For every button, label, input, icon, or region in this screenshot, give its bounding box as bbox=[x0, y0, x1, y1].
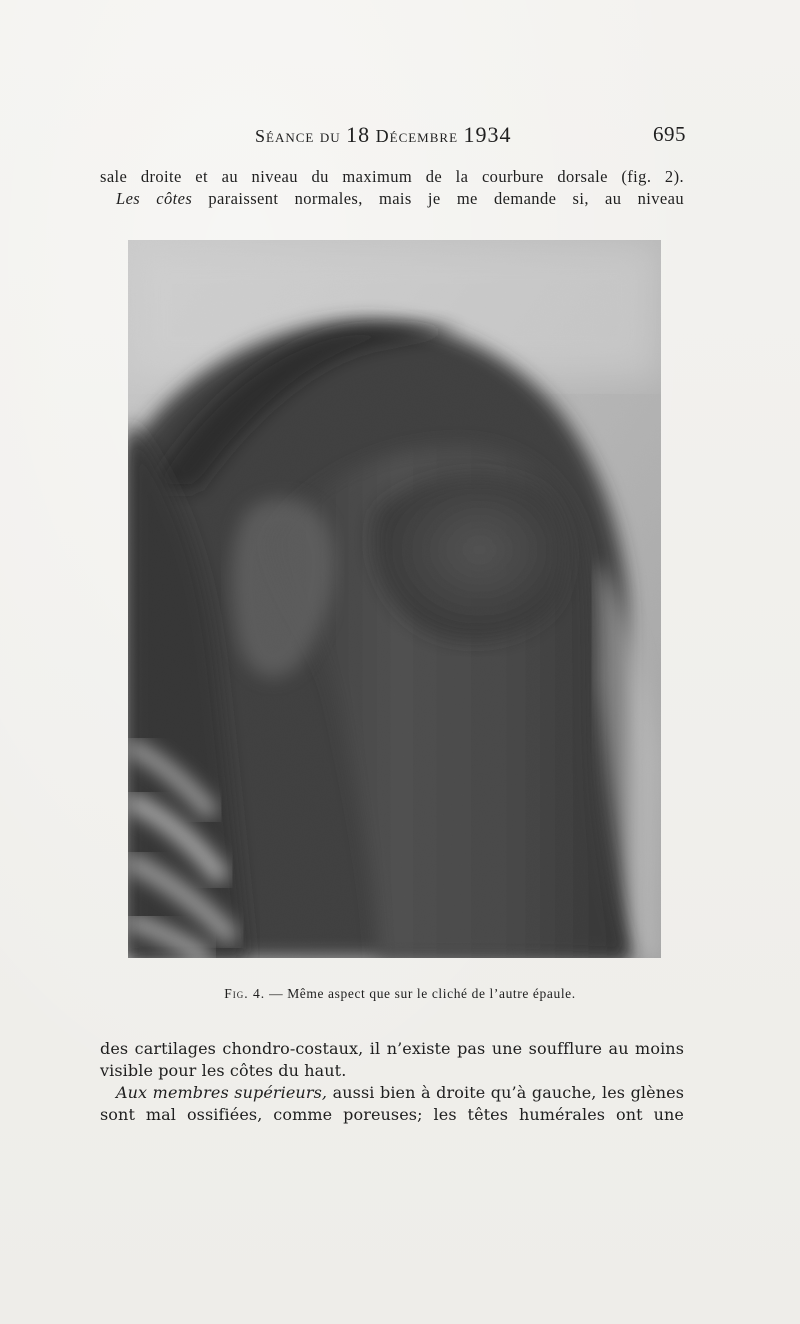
xray-figure bbox=[128, 240, 661, 958]
text-line-bottom-3 bbox=[116, 1082, 684, 1104]
figure-caption bbox=[100, 986, 700, 1002]
text-italic-les-cotes: Les côtes bbox=[116, 189, 193, 208]
text-line-bottom-4: sont mal ossifiées, comme poreuses; les têtes humérales ont une bbox=[100, 1105, 684, 1124]
text-italic-membres-superieurs: Aux membres supérieurs, bbox=[116, 1083, 328, 1102]
running-title-month: Décembre bbox=[375, 126, 459, 146]
text-line-bottom-2: visible pour les côtes du haut. bbox=[100, 1061, 347, 1080]
running-title bbox=[255, 122, 512, 148]
text-line-top-2-rest: paraissent normales, mais je me demande si, au niveau bbox=[192, 189, 684, 208]
text-line-bottom-3-rest: aussi bien à droite qu’à gauche, les glènes bbox=[327, 1083, 684, 1102]
figure-caption-label: Fig. 4. bbox=[224, 986, 266, 1001]
xray-image bbox=[128, 240, 661, 958]
running-title-day: 18 bbox=[346, 122, 371, 147]
running-title-year: 1934 bbox=[463, 122, 512, 147]
page-number: 695 bbox=[653, 122, 686, 146]
running-head bbox=[100, 122, 700, 150]
figure-caption-dash: — bbox=[265, 986, 288, 1001]
running-title-prefix: Séance du bbox=[255, 126, 341, 146]
figure-caption-text: Même aspect que sur le cliché de l’autre épaule. bbox=[287, 986, 576, 1001]
text-line-bottom-1: des cartilages chondro-costaux, il n’existe pas une soufflure au moins bbox=[100, 1039, 684, 1058]
text-line-top-1: sale droite et au niveau du maximum de la courbure dorsale (fig. 2). bbox=[100, 167, 684, 186]
text-line-top-2 bbox=[116, 188, 684, 210]
